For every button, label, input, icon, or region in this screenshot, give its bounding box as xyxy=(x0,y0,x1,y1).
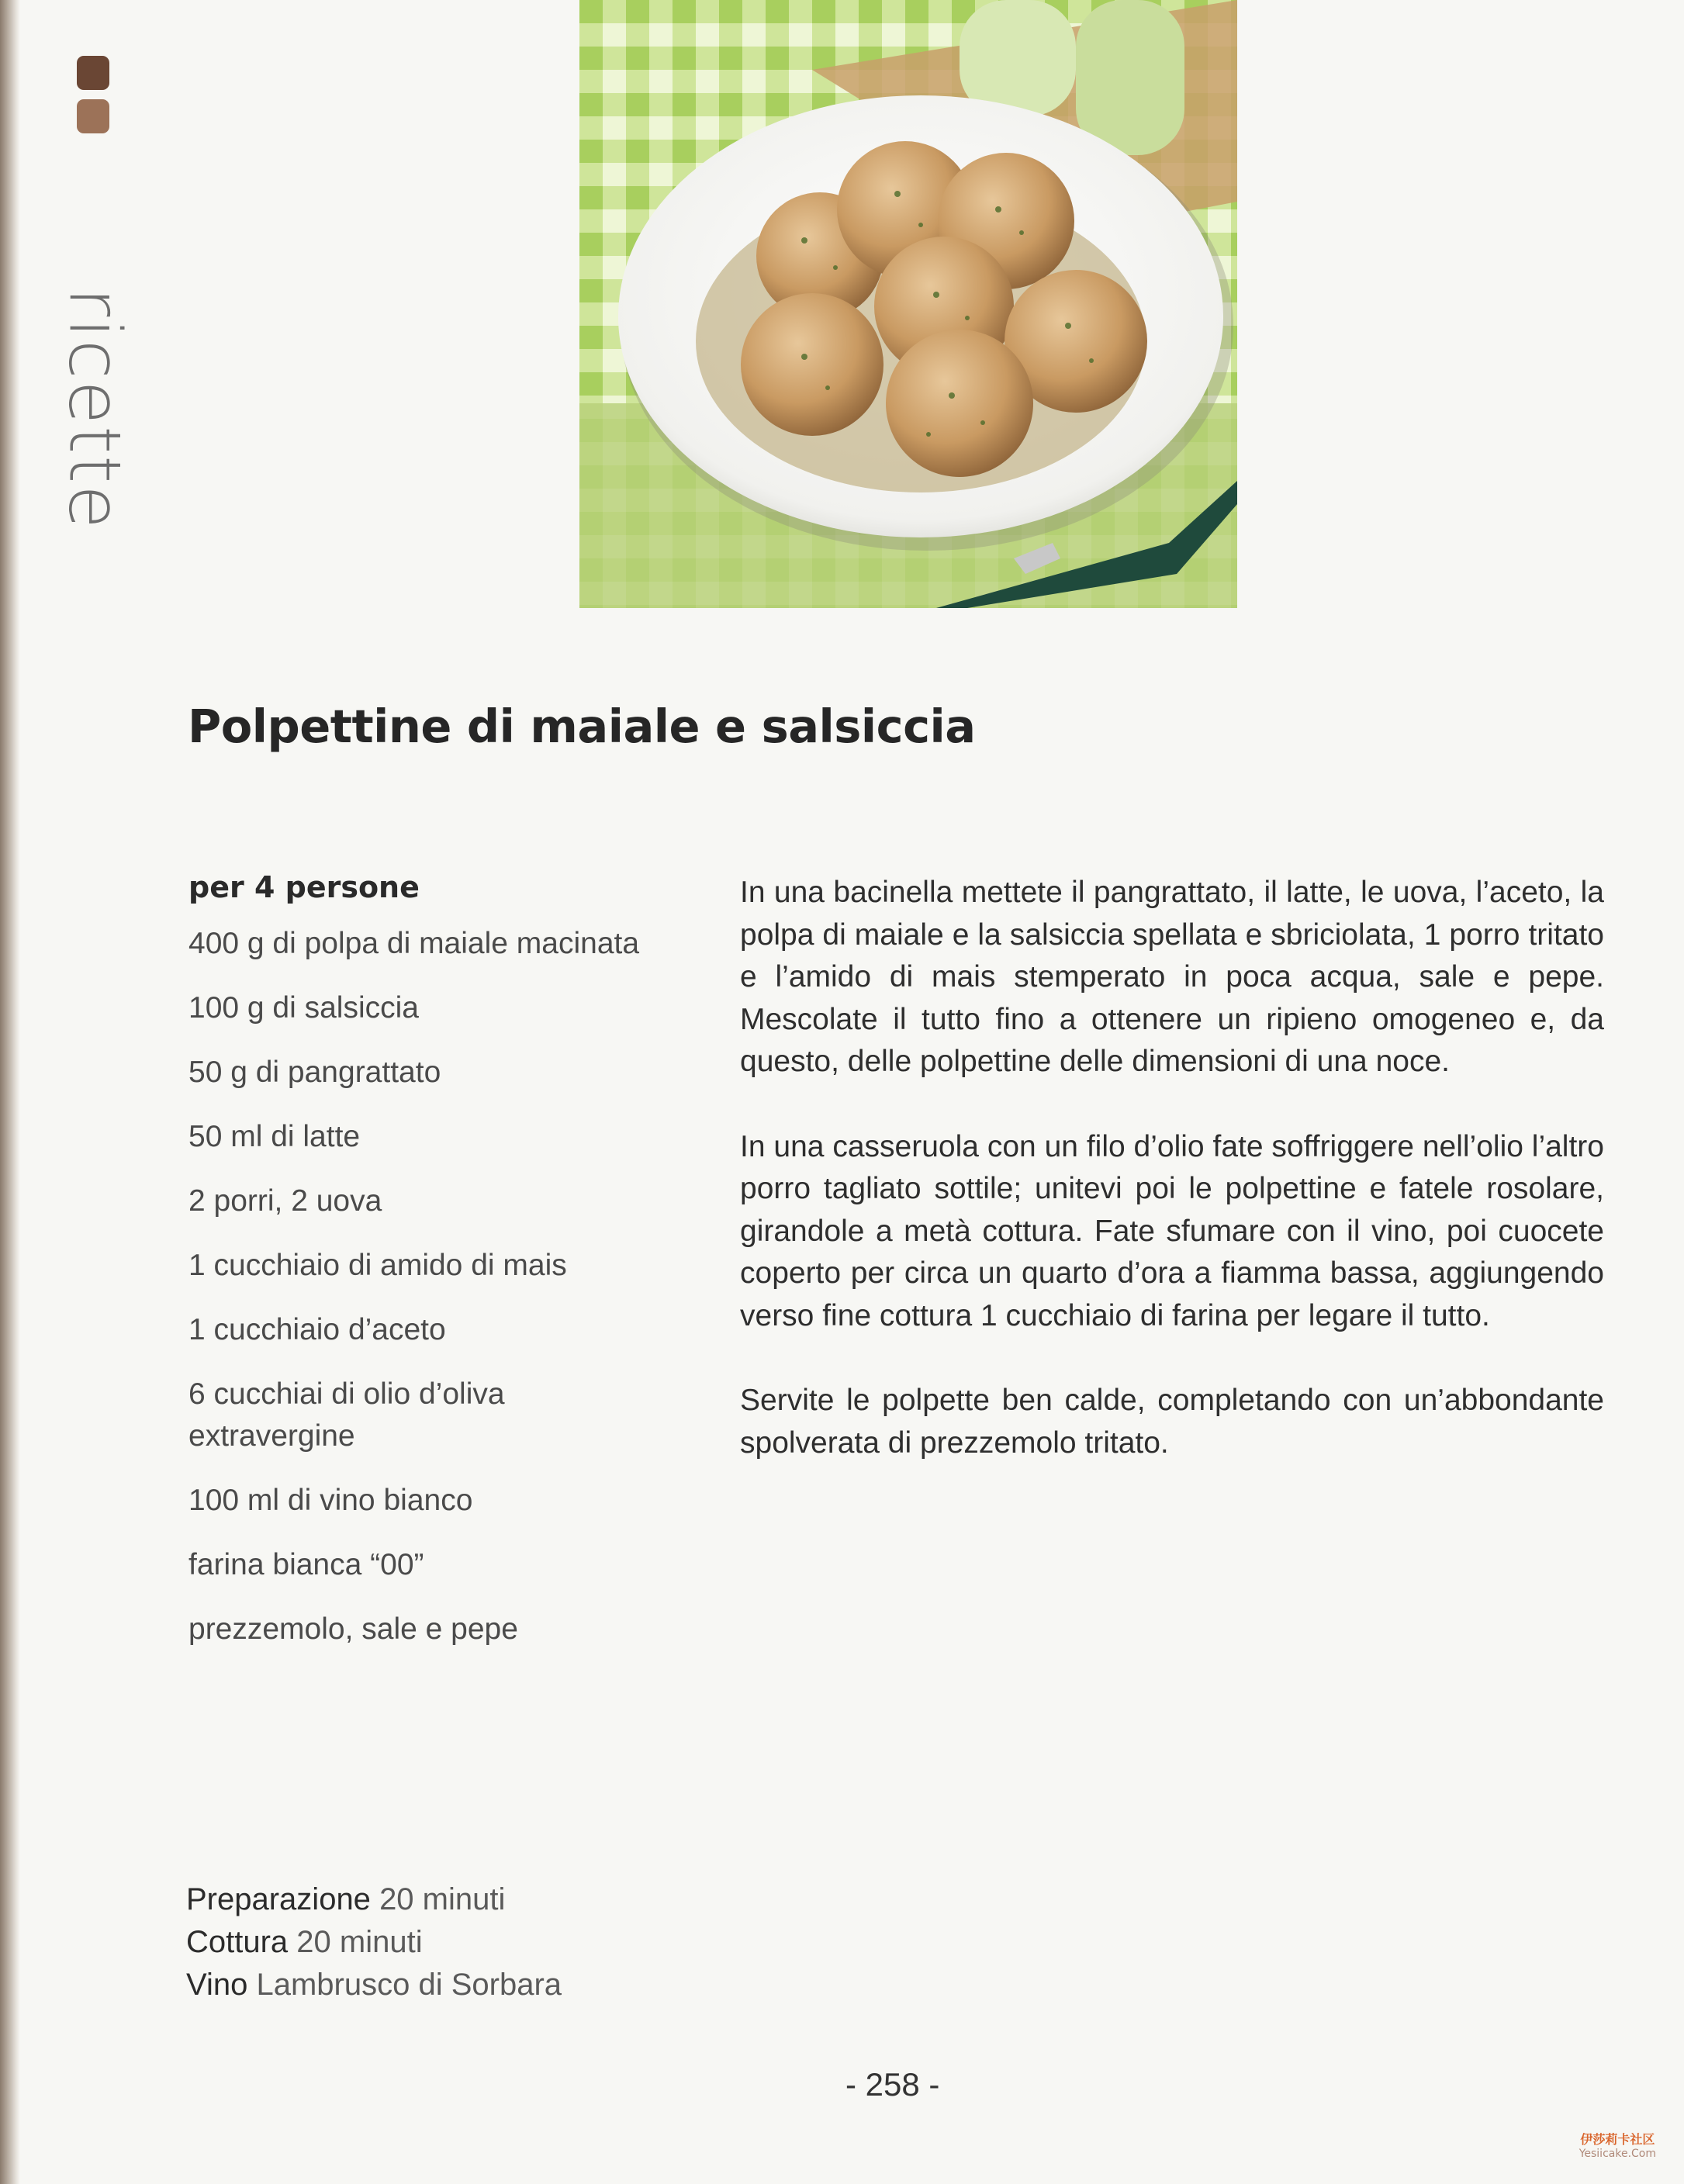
wine-value: Lambrusco di Sorbara xyxy=(256,1968,562,2002)
watermark-bottom: Yesiicake.Com xyxy=(1579,2148,1656,2160)
meatballs-photo-illustration xyxy=(579,0,1237,608)
method-paragraph: In una bacinella mettete il pangrattato, il latte, le uova, l’aceto, la polpa di maiale e la salsiccia spellata e sbriciolata, 1 porro tritato e l’amido di mais stemperato in poca acqua, sale e pepe. Mescolate il tutto fino a ottenere un ripieno omogeneo e, da questo, delle polpettine delle dimensioni di una noce. xyxy=(740,876,1604,1078)
method-paragraph: In una casseruola con un filo d’olio fate soffriggere nell’olio l’altro porro tagliato sottile; unitevi poi le polpettine e fatele rosolare, girandole a metà cottura. Fate sfumare con il vino, poi cuocete coperto per circa un quarto d’ora a fiamma bassa, aggiungendo verso fine cottura 1 cucchiaio di farina per legare il tutto. xyxy=(740,1129,1604,1332)
book-spine-shadow xyxy=(0,0,20,2184)
ingredient-item: 50 g di pangrattato xyxy=(188,1055,441,1089)
wine-label: Vino xyxy=(186,1968,248,2002)
watermark xyxy=(1579,2130,1656,2160)
recipe-meta xyxy=(186,1878,562,2006)
ingredient-item: prezzemolo, sale e pepe xyxy=(188,1612,518,1646)
prep-time-label: Preparazione xyxy=(186,1882,371,1916)
ingredient-item: 100 ml di vino bianco xyxy=(188,1483,473,1517)
cook-time-label: Cottura xyxy=(186,1925,289,1959)
ingredient-item: 400 g di polpa di maiale macinata xyxy=(188,926,640,960)
prep-time-value: 20 minuti xyxy=(379,1882,506,1916)
marker-square-dark xyxy=(77,56,109,90)
wine-row xyxy=(186,1964,562,2006)
ingredient-item: 2 porri, 2 uova xyxy=(188,1184,382,1218)
prep-time-row xyxy=(186,1878,562,1921)
recipe-title: Polpettine di maiale e salsiccia xyxy=(188,700,976,753)
ingredient-item: 6 cucchiai di olio d’oliva extravergine xyxy=(188,1377,505,1453)
method-paragraph: Servite le polpette ben calde, completando con un’abbondante spolverata di prezzemolo tritato. xyxy=(740,1384,1604,1460)
watermark-top: 伊莎莉卡社区 xyxy=(1580,2132,1655,2147)
cook-time-value: 20 minuti xyxy=(296,1925,423,1959)
cook-time-row xyxy=(186,1921,562,1964)
recipe-photo xyxy=(579,0,1237,608)
ingredients-section xyxy=(188,870,716,1673)
ingredient-item: 100 g di salsiccia xyxy=(188,990,419,1025)
servings-heading: per 4 persone xyxy=(188,870,420,904)
page-number: - 258 - xyxy=(845,2066,940,2103)
method-section xyxy=(740,872,1604,1507)
ingredient-item: 1 cucchiaio di amido di mais xyxy=(188,1248,567,1282)
section-marker xyxy=(53,56,137,530)
section-label-text: ricette xyxy=(53,287,137,530)
section-label xyxy=(53,287,137,530)
ingredient-item: farina bianca “00” xyxy=(188,1547,424,1581)
ingredients-list xyxy=(188,923,716,1650)
marker-square-light xyxy=(77,99,109,133)
ingredient-item: 1 cucchiaio d’aceto xyxy=(188,1312,446,1346)
ingredient-item: 50 ml di latte xyxy=(188,1119,361,1153)
